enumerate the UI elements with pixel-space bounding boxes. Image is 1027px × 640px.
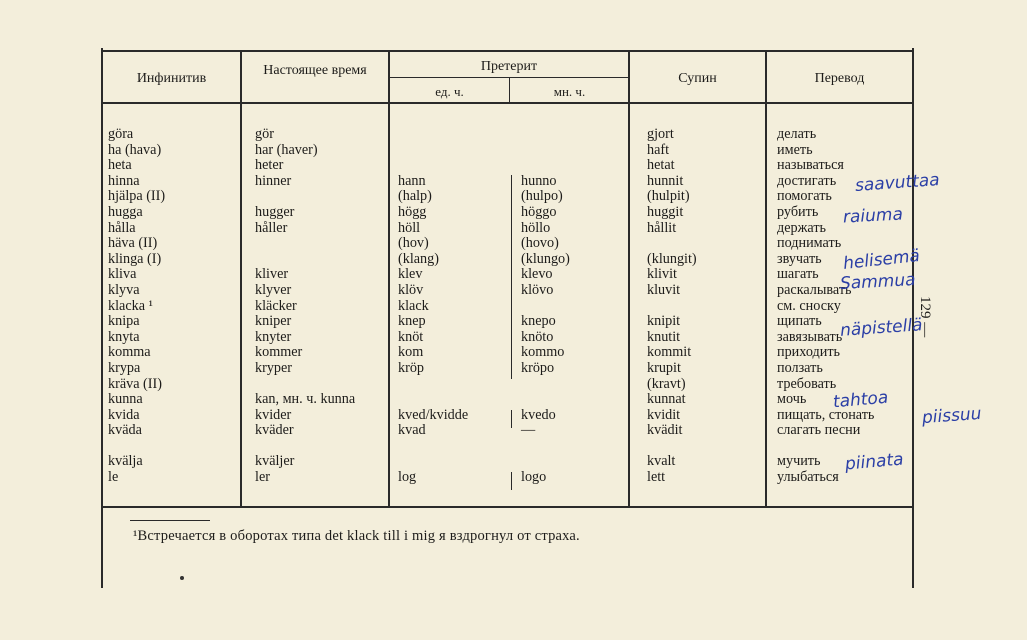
cell-inf: kväda — [108, 422, 142, 439]
cell-pres: kliver — [255, 266, 289, 283]
cell-pres: håller — [255, 219, 288, 236]
cell-pres: hinner — [255, 172, 292, 189]
cell-sup: (klungit) — [647, 250, 697, 267]
col-sep-3 — [628, 50, 630, 506]
cell-both — [390, 470, 628, 486]
handwriting-note: näpistellä — [839, 315, 924, 341]
handwriting-note: tahtoa — [832, 387, 890, 413]
cell-sup: huggit — [647, 203, 684, 220]
handwriting-note: saavuttaa — [854, 170, 941, 196]
cell-inf: kvida — [108, 406, 140, 423]
header-preterite-pl: мн. ч. — [553, 84, 586, 99]
cell-pl: klövo — [521, 281, 554, 298]
cell-pres: har (haver) — [255, 141, 318, 158]
cell-tr: мучить — [777, 453, 821, 470]
cell-sup: lett — [647, 469, 666, 486]
cell-pres: kvider — [255, 406, 292, 423]
cell-pres: kväljer — [255, 453, 295, 470]
cell-inf: krypa — [108, 359, 141, 376]
cell-sg: höll — [398, 219, 421, 236]
cell-sg: högg — [398, 203, 427, 220]
cell-both — [390, 439, 628, 455]
cell-sup — [647, 236, 763, 252]
cell-both — [390, 283, 628, 299]
cell-pres: kväder — [255, 422, 294, 439]
cell-sup — [647, 439, 763, 455]
cell-pres: gör — [255, 126, 274, 142]
cell-both — [390, 127, 628, 143]
cell-sup: hunnit — [647, 172, 684, 189]
column-present — [255, 127, 387, 486]
cell-tr: помогать — [777, 188, 832, 205]
cell-tr: пищать, стонать — [777, 406, 875, 423]
cell-tr: называться — [777, 157, 844, 174]
pret-header-sep — [509, 78, 510, 102]
column-preterite-merged — [390, 127, 628, 486]
header-present: Настоящее время — [263, 63, 367, 78]
cell-tr: достигать — [777, 172, 837, 189]
cell-pres: kläcker — [255, 297, 297, 314]
cell-both — [390, 189, 628, 205]
cell-sup: kvidit — [647, 406, 681, 423]
cell-pl: logo — [521, 469, 547, 486]
cell-both — [390, 345, 628, 361]
cell-pl: (hovo) — [521, 235, 559, 252]
cell-inf: hinna — [108, 172, 140, 189]
cell-pl: kommo — [521, 344, 565, 361]
cell-inf: kräva (II) — [108, 375, 162, 392]
page-number: 129 — — [917, 296, 933, 338]
cell-sup: hållit — [647, 219, 677, 236]
cell-pres: kniper — [255, 313, 292, 330]
cell-sg: kved/kvidde — [398, 406, 469, 423]
cell-inf: heta — [108, 157, 132, 174]
cell-tr: щипать — [777, 313, 822, 330]
cell-inf: klyva — [108, 281, 140, 298]
cell-sup: kvädit — [647, 422, 683, 439]
cell-tr: поднимать — [777, 235, 842, 252]
cell-pl: (klungo) — [521, 250, 570, 267]
cell-both — [390, 221, 628, 237]
cell-sup: knutit — [647, 328, 681, 345]
cell-inf: kunna — [108, 391, 143, 408]
cell-pres: hugger — [255, 203, 295, 220]
cell-inf: klinga (I) — [108, 250, 162, 267]
cell-sup: krupit — [647, 359, 681, 376]
cell-both — [390, 423, 628, 439]
cell-tr: делать — [777, 126, 817, 142]
header-preterite-sg: ед. ч. — [435, 84, 464, 99]
cell-both — [390, 299, 628, 315]
cell-pres: kryper — [255, 359, 293, 376]
cell-pres: ler — [255, 469, 270, 486]
cell-sg: (halp) — [398, 188, 432, 205]
cell-pl: höllo — [521, 219, 551, 236]
cell-sup: (hulpit) — [647, 188, 690, 205]
col-sep-4 — [765, 50, 767, 506]
cell-tr: рубить — [777, 203, 819, 220]
cell-pl: klevo — [521, 266, 553, 283]
cell-both — [390, 174, 628, 190]
cell-tr: раскалывать — [777, 281, 852, 298]
cell-inf: knyta — [108, 328, 140, 345]
cell-tr: завязывать — [777, 328, 843, 345]
cell-both — [390, 392, 628, 408]
cell-pres: knyter — [255, 328, 292, 345]
cell-sg: (hov) — [398, 235, 429, 252]
header-translation: Перевод — [814, 71, 865, 86]
cell-tr: шагать — [777, 266, 819, 283]
cell-tr: мочь — [777, 391, 807, 408]
cell-pres — [255, 439, 387, 455]
cell-sup: klivit — [647, 266, 677, 283]
cell-tr: требовать — [777, 375, 837, 392]
cell-sg: knep — [398, 313, 426, 330]
cell-both — [390, 361, 628, 377]
cell-sup: hetat — [647, 157, 675, 174]
ink-speck — [180, 576, 184, 580]
cell-sg: log — [398, 469, 417, 486]
cell-tr: иметь — [777, 141, 813, 158]
cell-inf: hugga — [108, 203, 143, 220]
cell-inf: hålla — [108, 219, 136, 236]
cell-tr: звучать — [777, 250, 822, 267]
cell-tr: улыбаться — [777, 469, 839, 486]
cell-sup: gjort — [647, 126, 674, 142]
cell-sg: kröp — [398, 359, 425, 376]
cell-inf: knipa — [108, 313, 140, 330]
header-bottom-rule — [101, 102, 913, 104]
cell-inf: häva (II) — [108, 235, 158, 252]
cell-pl: kröpo — [521, 359, 555, 376]
handwriting-note: raiuma — [842, 204, 904, 228]
cell-sg: klöv — [398, 281, 424, 298]
cell-both — [390, 330, 628, 346]
cell-sg: klev — [398, 266, 423, 283]
cell-inf: ha (hava) — [108, 141, 162, 158]
cell-sg: klack — [398, 297, 429, 314]
cell-sg: knöt — [398, 328, 424, 345]
cell-pl: hunno — [521, 172, 557, 189]
cell-both — [390, 408, 628, 424]
header-preterite: Претерит — [480, 59, 538, 74]
cell-tr: см. сноску — [777, 297, 841, 314]
cell-pres: kan, мн. ч. kunna — [255, 391, 356, 408]
column-infinitive — [108, 127, 238, 486]
cell-pres — [255, 252, 387, 268]
cell-pres — [255, 236, 387, 252]
cell-inf: klacka ¹ — [108, 297, 153, 314]
cell-sg: hann — [398, 172, 426, 189]
cell-pres — [255, 377, 387, 393]
cell-tr: слагать песни — [777, 422, 861, 439]
cell-both — [390, 252, 628, 268]
cell-both — [390, 143, 628, 159]
handwriting-note: piissuu — [921, 403, 983, 429]
cell-pl: (hulpo) — [521, 188, 563, 205]
cell-pres: kommer — [255, 344, 303, 361]
cell-both — [390, 377, 628, 393]
cell-sg: (klang) — [398, 250, 439, 267]
cell-inf: kvälja — [108, 453, 143, 470]
cell-both — [390, 205, 628, 221]
cell-pres: heter — [255, 157, 284, 174]
footnote: ¹Встречается в оборотах типа det klack till i mig я вздрогнул от страха. — [133, 528, 580, 544]
cell-pres: klyver — [255, 281, 292, 298]
handwriting-note: helisemä — [842, 246, 921, 274]
cell-tr: приходить — [777, 344, 840, 361]
cell-pl: — — [521, 422, 536, 439]
cell-both — [390, 236, 628, 252]
cell-inf: le — [108, 469, 119, 486]
cell-both — [390, 158, 628, 174]
cell-inf: göra — [108, 126, 134, 142]
cell-sg: kom — [398, 344, 424, 361]
cell-inf — [108, 439, 238, 455]
handwriting-note: Sammua — [839, 270, 917, 294]
table-top-rule — [101, 50, 913, 52]
cell-both — [390, 314, 628, 330]
cell-sup — [647, 299, 763, 315]
column-supine — [647, 127, 763, 486]
cell-inf: komma — [108, 344, 151, 361]
cell-pres — [255, 189, 387, 205]
cell-pl: höggo — [521, 203, 557, 220]
cell-pl: knepo — [521, 313, 556, 330]
cell-sup: kluvit — [647, 281, 681, 298]
cell-sup: kommit — [647, 344, 692, 361]
header-supine: Супин — [678, 71, 717, 86]
cell-pl: knöto — [521, 328, 554, 345]
cell-sup: kvalt — [647, 453, 676, 470]
cell-inf: hjälpa (II) — [108, 188, 166, 205]
cell-tr: ползать — [777, 359, 823, 376]
table-bottom-rule — [101, 506, 913, 508]
handwriting-note: piinata — [844, 449, 905, 475]
header-infinitive: Инфинитив — [136, 71, 207, 86]
cell-sup: kunnat — [647, 391, 686, 408]
cell-sg: kvad — [398, 422, 426, 439]
cell-inf: kliva — [108, 266, 137, 283]
cell-sup: (kravt) — [647, 375, 686, 392]
col-sep-1 — [240, 50, 242, 506]
cell-both — [390, 267, 628, 283]
footnote-rule — [130, 520, 210, 521]
cell-pl: kvedo — [521, 406, 556, 423]
cell-both — [390, 454, 628, 470]
cell-sup: knipit — [647, 313, 681, 330]
cell-tr: держать — [777, 219, 827, 236]
cell-sup: haft — [647, 141, 670, 158]
